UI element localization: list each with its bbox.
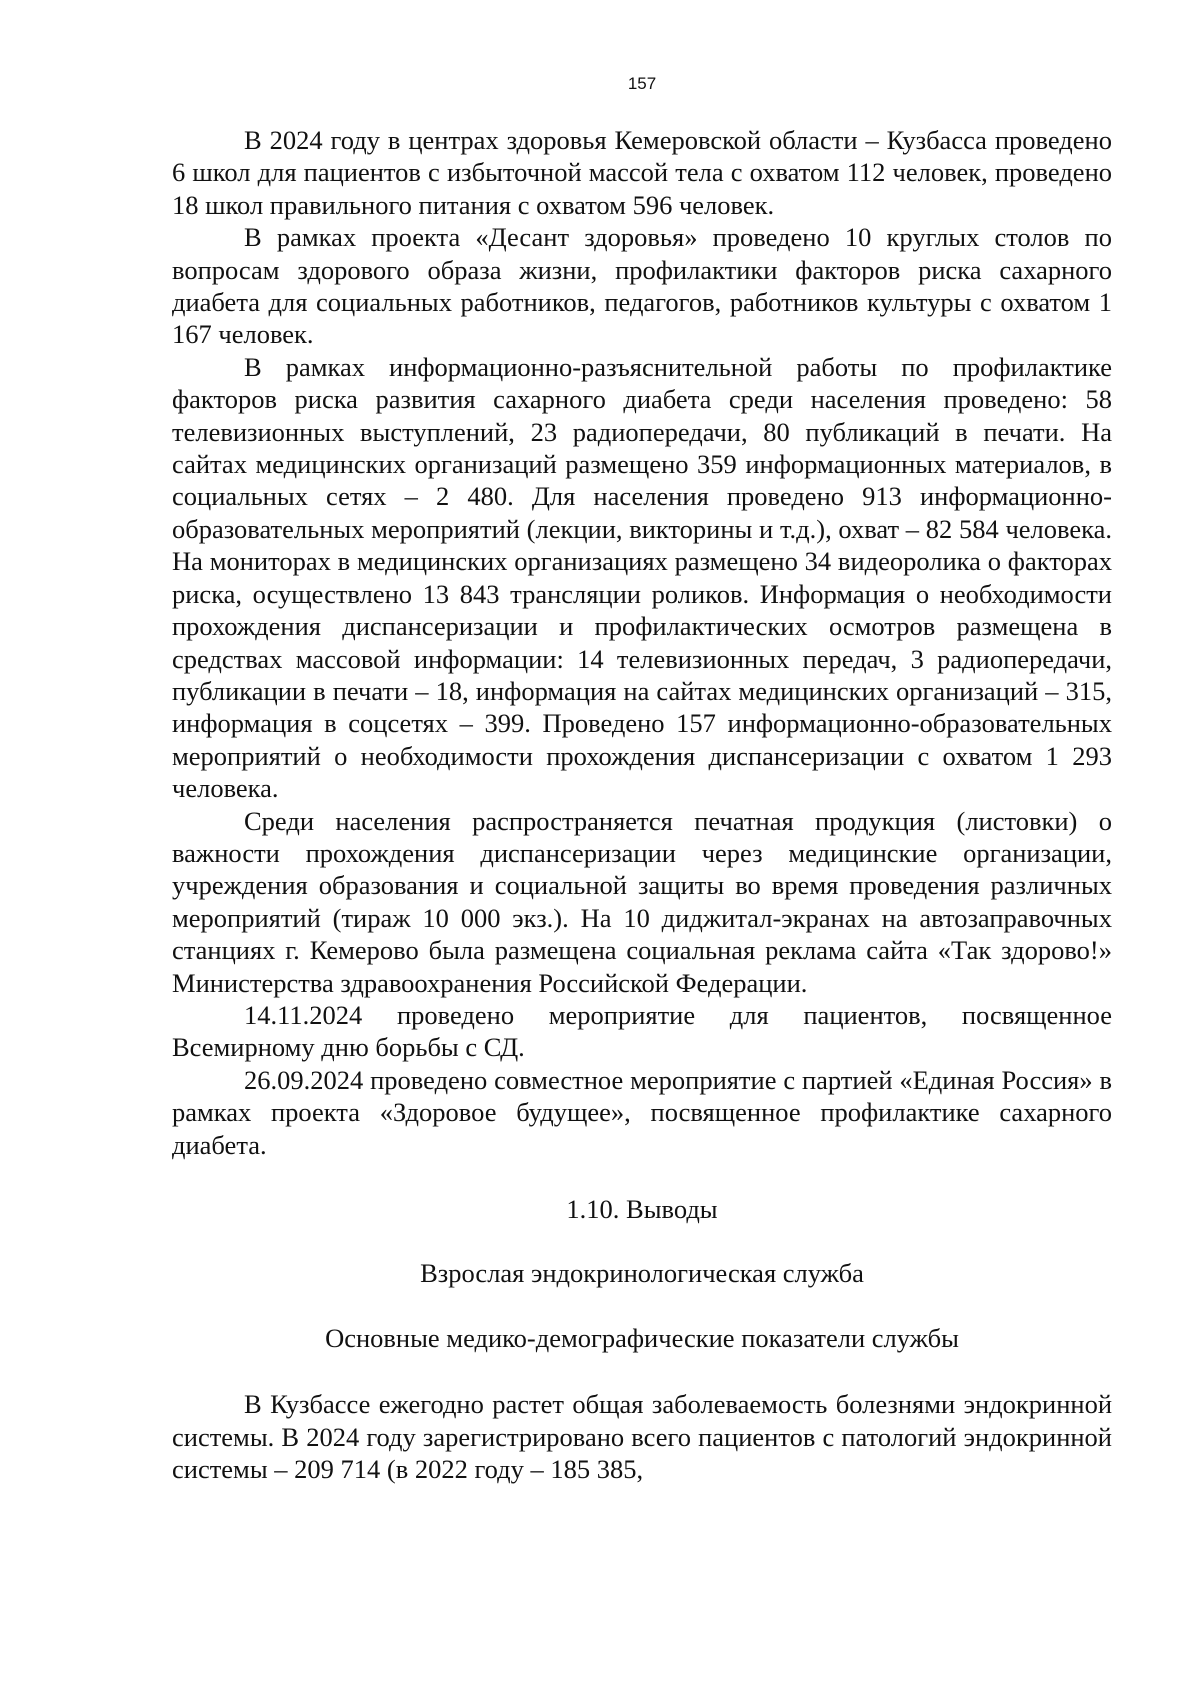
paragraph-health-landing: В рамках проекта «Десант здоровья» проведено 10 круглых столов по вопросам здорового образа жизни, профилактики факторов риска сахарного диабета для социальных работников, педагогов, работников культуры с охватом 1 167 человек. [172,222,1112,350]
paragraph-joint-event: 26.09.2024 проведено совместное мероприятие с партией «Единая Россия» в рамках проекта «Здоровое будущее», посвященное профилактике сахарного диабета. [172,1064,1112,1160]
paragraph-morbidity: В Кузбассе ежегодно растет общая заболеваемость болезнями эндокринной системы. В 2024 году зарегистрировано всего пациентов с патологий эндокринной системы – 209 714 (в 2022 году – 185 385, [172,1389,1112,1485]
paragraph-information-work: В рамках информационно-разъяснительной работы по профилактике факторов риска развития сахарного диабета среди населения проведено: 58 телевизионных выступлений, 23 радиопередачи, 80 публикаций в печати. На сайтах медицинских организаций размещено 359 информационных материалов, в социальных сетях – 2 480. Для населения проведено 913 информационно-образовательных мероприятий (лекции, викторины и т.д.), охват – 82 584 человека. На мониторах в медицинских организациях размещено 34 видеоролика о факторах риска, осуществлено 13 843 трансляции роликов. Информация о необходимости прохождения диспансеризации и профилактических осмотров размещена в средствах массовой информации: 14 телевизионных передач, 3 радиопередачи, публикации в печати – 18, информация на сайтах медицинских организаций – 315, информация в соцсетях – 399. Проведено 157 информационно-образовательных мероприятий о необходимости прохождения диспансеризации с охватом 1 293 человека. [172,351,1112,804]
paragraph-health-centers: В 2024 году в центрах здоровья Кемеровской области – Кузбасса проведено 6 школ для пациентов с избыточной массой тела с охватом 112 человек, проведено 18 школ правильного питания с охватом 596 человек. [172,125,1112,220]
paragraph-world-diabetes-day: 14.11.2024 проведено мероприятие для пациентов, посвященное Всемирному дню борьбы с СД. [172,999,1112,1063]
document-body [172,124,1112,1485]
subheading-indicators: Основные медико-демографические показатели службы [325,1322,959,1353]
subheading-endocrinology-service: Взрослая эндокринологическая служба [420,1258,864,1289]
section-heading: 1.10. Выводы [566,1194,718,1224]
paragraph-printed-materials: Среди населения распространяется печатная продукция (листовки) о важности прохождения диспансеризации через медицинские организации, учреждения образования и социальной защиты во время проведения различных мероприятий (тираж 10 000 экз.). На 10 диджитал-экранах на автозаправочных станциях г. Кемерово была размещена социальная реклама сайта «Так здорово!» Министерства здравоохранения Российской Федерации. [172,805,1112,998]
page-number: 157 [627,74,657,93]
